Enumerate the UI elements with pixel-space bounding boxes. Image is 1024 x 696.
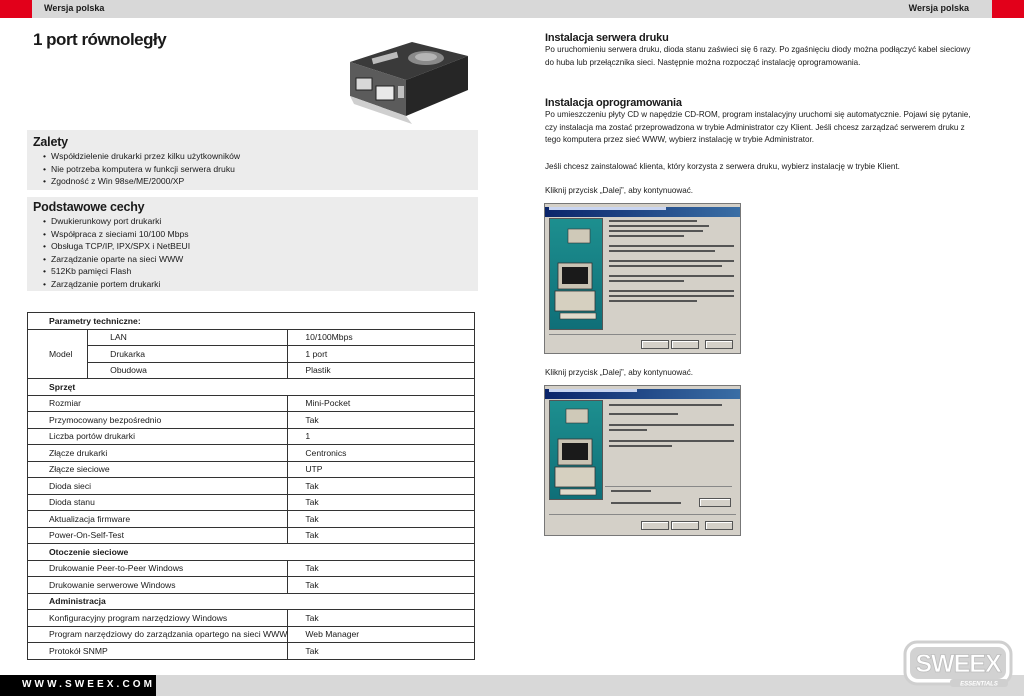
table-row bbox=[28, 362, 475, 379]
spec-name: Dioda stanu bbox=[28, 494, 288, 511]
advantages-heading: Zalety bbox=[33, 135, 68, 149]
list-item: • Dwukierunkowy port drukarki bbox=[43, 215, 478, 228]
table-row bbox=[28, 560, 475, 577]
header-bar bbox=[0, 0, 1024, 18]
section-heading-network: Otoczenie sieciowe bbox=[28, 544, 475, 561]
spec-value: Web Manager bbox=[288, 626, 475, 643]
spec-value: Tak bbox=[288, 610, 475, 627]
spec-name: Power-On-Self-Test bbox=[28, 527, 288, 544]
spec-name: Konfiguracyjny program narzędziowy Windows bbox=[28, 610, 288, 627]
install-software-section bbox=[545, 97, 975, 147]
client-install-text-block bbox=[545, 161, 975, 174]
list-item: • Zarządzanie oparte na sieci WWW bbox=[43, 253, 478, 266]
print-server-product-image bbox=[342, 28, 470, 126]
dialog-title-bar bbox=[545, 389, 740, 399]
computer-illustration-icon bbox=[549, 218, 603, 330]
next-instruction-text: Kliknij przycisk „Dalej”, aby kontynuować. bbox=[545, 186, 693, 195]
table-row bbox=[28, 379, 475, 396]
header-accent-right bbox=[992, 0, 1024, 18]
table-row bbox=[28, 511, 475, 528]
features-heading: Podstawowe cechy bbox=[33, 200, 145, 214]
install-software-text: Po umieszczeniu płyty CD w napędzie CD-ROM, program instalacyjny uruchomi się automatycznie. Pojawi się pytanie, czy instalacja ma zostać przeprowadzona w trybie Administrator czy Klient. Jeśli chcesz zarządzać serwerem druku z tego komputera przez sieć WWW, wybierz instalację w trybie Administrator. bbox=[545, 110, 971, 144]
table-row bbox=[28, 643, 475, 660]
spec-name: LAN bbox=[88, 329, 288, 346]
table-row bbox=[28, 478, 475, 495]
dialog-text-placeholder bbox=[609, 404, 734, 450]
next-instruction-text: Kliknij przycisk „Dalej”, aby kontynuować. bbox=[545, 368, 693, 377]
table-row bbox=[28, 445, 475, 462]
header-language-left: Wersja polska bbox=[44, 3, 105, 13]
table-row bbox=[28, 610, 475, 627]
spec-name: Złącze drukarki bbox=[28, 445, 288, 462]
spec-value: Tak bbox=[288, 511, 475, 528]
header-language-right: Wersja polska bbox=[908, 3, 969, 13]
spec-value: Plastik bbox=[288, 362, 475, 379]
setup-wizard-screenshot-welcome bbox=[544, 203, 741, 354]
list-item: • Obsługa TCP/IP, IPX/SPX i NetBEUI bbox=[43, 240, 478, 253]
spec-name: Drukarka bbox=[88, 346, 288, 363]
table-row bbox=[28, 329, 475, 346]
section-heading-admin: Administracja bbox=[28, 593, 475, 610]
page-title: 1 port równoległy bbox=[33, 30, 167, 49]
table-row bbox=[28, 577, 475, 594]
features-box bbox=[27, 197, 478, 291]
sweex-essentials-logo bbox=[902, 639, 1014, 691]
setup-wizard-screenshot-destination bbox=[544, 385, 741, 536]
next-instruction-block-2 bbox=[545, 367, 975, 380]
list-item: • Zgodność z Win 98se/ME/2000/XP bbox=[43, 175, 478, 188]
install-server-heading: Instalacja serwera druku bbox=[545, 32, 669, 44]
browse-button-illustration bbox=[699, 498, 731, 507]
back-button-illustration bbox=[641, 340, 669, 349]
install-server-section bbox=[545, 32, 975, 69]
table-row bbox=[28, 346, 475, 363]
spec-value: Tak bbox=[288, 494, 475, 511]
spec-table bbox=[27, 312, 475, 660]
table-row bbox=[28, 527, 475, 544]
spec-value: 1 port bbox=[288, 346, 475, 363]
spec-value: 1 bbox=[288, 428, 475, 445]
footer-url: WWW.SWEEX.COM bbox=[0, 675, 156, 696]
dialog-title-bar bbox=[545, 207, 740, 217]
spec-value: UTP bbox=[288, 461, 475, 478]
spec-name: Złącze sieciowe bbox=[28, 461, 288, 478]
advantages-box bbox=[27, 130, 478, 190]
advantages-list bbox=[43, 150, 478, 188]
install-software-heading: Instalacja oprogramowania bbox=[545, 97, 682, 109]
spec-name: Protokół SNMP bbox=[28, 643, 288, 660]
dialog-text-placeholder bbox=[609, 220, 734, 305]
spec-value: Tak bbox=[288, 478, 475, 495]
spec-name: Liczba portów drukarki bbox=[28, 428, 288, 445]
header-accent-left bbox=[0, 0, 32, 18]
spec-title: Parametry techniczne: bbox=[28, 313, 475, 330]
list-item: • Współpraca z sieciami 10/100 Mbps bbox=[43, 228, 478, 241]
table-row bbox=[28, 313, 475, 330]
table-row bbox=[28, 494, 475, 511]
table-row bbox=[28, 593, 475, 610]
table-row bbox=[28, 626, 475, 643]
spec-name: Obudowa bbox=[88, 362, 288, 379]
table-row bbox=[28, 461, 475, 478]
spec-name: Przymocowany bezpośrednio bbox=[28, 412, 288, 429]
spec-name: Aktualizacja firmware bbox=[28, 511, 288, 528]
spec-name: Drukowanie serwerowe Windows bbox=[28, 577, 288, 594]
spec-value: Tak bbox=[288, 643, 475, 660]
spec-value: 10/100Mbps bbox=[288, 329, 475, 346]
svg-text:SWEEX: SWEEX bbox=[915, 650, 1001, 678]
table-row bbox=[28, 428, 475, 445]
computer-illustration-icon bbox=[549, 400, 603, 500]
list-item: • Nie potrzeba komputera w funkcji serwera druku bbox=[43, 163, 478, 176]
table-row bbox=[28, 395, 475, 412]
back-button-illustration bbox=[641, 521, 669, 530]
cancel-button-illustration bbox=[705, 521, 733, 530]
list-item: • 512Kb pamięci Flash bbox=[43, 265, 478, 278]
features-list bbox=[43, 215, 478, 291]
next-instruction-block-1 bbox=[545, 185, 975, 198]
next-button-illustration bbox=[671, 340, 699, 349]
next-button-illustration bbox=[671, 521, 699, 530]
install-server-text: Po uruchomieniu serwera druku, dioda stanu zaświeci się 6 razy. Po zgaśnięciu diody można podłączyć kabel sieciowy do huba lub przełącznika sieci. Następnie można rozpocząć instalację oprogramowania. bbox=[545, 45, 971, 67]
spec-name: Dioda sieci bbox=[28, 478, 288, 495]
table-row bbox=[28, 544, 475, 561]
spec-value: Tak bbox=[288, 577, 475, 594]
section-heading-hardware: Sprzęt bbox=[28, 379, 475, 396]
spec-value: Tak bbox=[288, 412, 475, 429]
model-label: Model bbox=[28, 329, 88, 379]
spec-name: Rozmiar bbox=[28, 395, 288, 412]
spec-name: Drukowanie Peer-to-Peer Windows bbox=[28, 560, 288, 577]
svg-text:ESSENTIALS: ESSENTIALS bbox=[960, 681, 998, 688]
table-row bbox=[28, 412, 475, 429]
spec-value: Mini-Pocket bbox=[288, 395, 475, 412]
spec-value: Centronics bbox=[288, 445, 475, 462]
spec-value: Tak bbox=[288, 527, 475, 544]
spec-value: Tak bbox=[288, 560, 475, 577]
cancel-button-illustration bbox=[705, 340, 733, 349]
list-item: • Zarządzanie portem drukarki bbox=[43, 278, 478, 291]
client-install-text: Jeśli chcesz zainstalować klienta, który korzysta z serwera druku, wybierz instalację w trybie Klient. bbox=[545, 162, 900, 171]
list-item: • Współdzielenie drukarki przez kilku użytkowników bbox=[43, 150, 478, 163]
spec-name: Program narzędziowy do zarządzania opartego na sieci WWW bbox=[28, 626, 288, 643]
